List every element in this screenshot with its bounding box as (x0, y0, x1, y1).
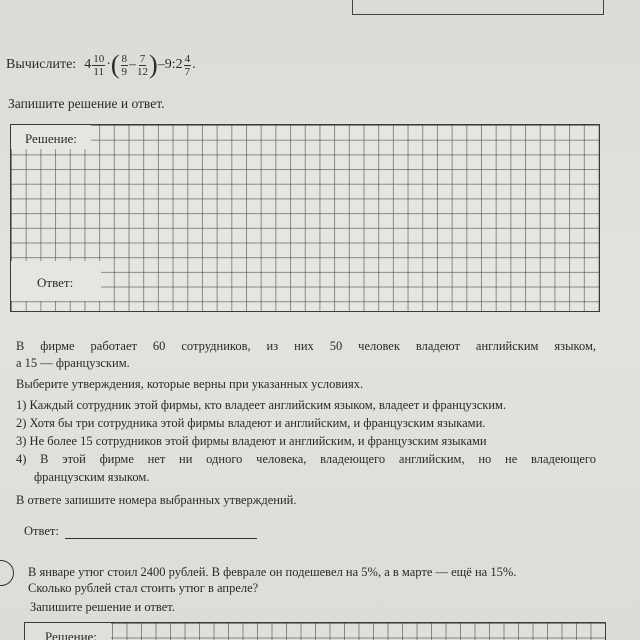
fraction-denominator: 7 (184, 65, 191, 78)
option-4-continued: французским языком. (34, 470, 150, 484)
task2-line2: а 15 — французским. (16, 356, 130, 370)
task2-answer-label: Ответ: (24, 524, 59, 538)
task2-answer-instruction: В ответе запишите номера выбранных утверждений. (16, 493, 297, 507)
option-4: 4) В этой фирме нет ни одного человека, владеющего английским, но не владеющего (16, 452, 596, 466)
minus-sign: – (129, 57, 137, 72)
fraction-8-9 (121, 53, 129, 78)
expression-tail: –9:2 (157, 57, 183, 72)
right-paren-icon: ) (149, 50, 158, 79)
fraction-numerator: 4 (184, 52, 191, 65)
fraction-denominator: 12 (137, 65, 149, 78)
fraction-4-7 (184, 53, 192, 78)
option-2: 2) Хотя бы три сотрудника этой фирмы владеют и английским, и французским языками. (16, 416, 486, 430)
task2-block (16, 338, 596, 509)
task3-block (28, 564, 598, 596)
whole-4: 4 (84, 57, 92, 72)
answer-line[interactable] (65, 526, 257, 539)
task3-solution-label: Решение: (25, 623, 111, 640)
task3-line1: В январе утюг стоил 2400 рублей. В феврале он подешевел на 5%, а в марте — ещё на 15%. (28, 565, 517, 579)
task3-solution-grid[interactable] (24, 622, 606, 640)
answer-label: Ответ: (11, 261, 101, 301)
fraction-7-12 (137, 53, 148, 78)
fraction-numerator: 7 (139, 52, 146, 65)
solution-label: Решение: (11, 125, 91, 149)
fraction-denominator: 11 (93, 65, 104, 78)
task2-line1: В фирме работает 60 сотрудников, из них 50 человек владеют английским языком, (16, 339, 596, 353)
task2-question: Выберите утверждения, которые верны при указанных условиях. (16, 377, 364, 391)
left-paren-icon: ( (110, 50, 120, 79)
task-number-circle-icon (0, 560, 14, 586)
fraction-10-11 (92, 53, 105, 78)
fraction-numerator: 10 (93, 52, 105, 65)
solution-grid[interactable] (10, 124, 600, 312)
header-box (352, 0, 604, 15)
task2-answer-field[interactable] (24, 524, 257, 539)
task1-prompt: Вычислите: (6, 57, 77, 72)
fraction-numerator: 8 (121, 52, 128, 65)
fraction-denominator: 9 (121, 65, 128, 78)
multiply-sign: · (106, 57, 111, 72)
option-1: 1) Каждый сотрудник этой фирмы, кто владеет английским языком, владеет и французским. (16, 398, 507, 412)
option-3: 3) Не более 15 сотрудников этой фирмы владеют и английским, и французским языками (16, 434, 487, 448)
task1-instruction: Запишите решение и ответ. (8, 96, 165, 111)
task2-options (16, 396, 596, 486)
expression-end: . (192, 57, 196, 72)
task1-expression (6, 52, 196, 78)
task3-line2: Сколько рублей стал стоить утюг в апреле? (28, 581, 259, 595)
task3-instruction: Запишите решение и ответ. (30, 600, 175, 614)
